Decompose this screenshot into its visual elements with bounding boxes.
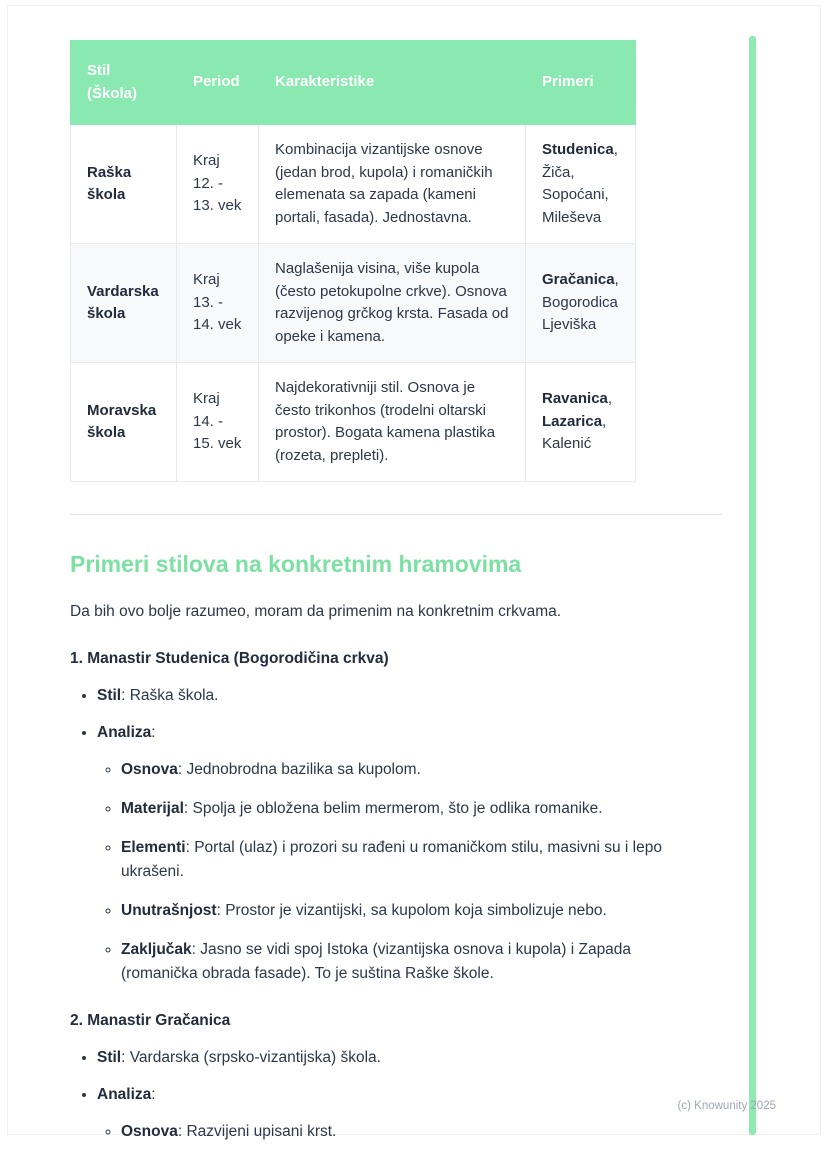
cell-stil: Vardarska škola [71, 244, 177, 363]
example-rest: , Bogorodica Ljeviška [542, 271, 619, 334]
item-label: Analiza [97, 1086, 152, 1104]
analiza-sublist [121, 758, 711, 986]
col-header-primeri: Primeri [526, 41, 636, 125]
item-label: Analiza [97, 724, 152, 742]
section-1-title: 1. Manastir Studenica (Bogorodičina crkva) [70, 650, 389, 668]
section-divider [70, 514, 722, 515]
item-label: Osnova [121, 1123, 178, 1141]
example-name: Studenica [542, 141, 614, 158]
example-separator: , [607, 390, 613, 408]
item-label: Osnova [121, 761, 178, 779]
item-label: Stil [97, 1049, 122, 1067]
cell-karakteristike: Naglašenija visina, više kupola (često petokupolne crkve). Osnova razvijenog grčkog krsta. Fasada od opeke i kamena. [259, 244, 526, 363]
item-text: : Jasno se vidi spoj Istoka (vizantijska osnova i kupola) i Zapada (romanička obrada fasade). To je suština Raške škole. [121, 941, 632, 983]
list-item-analiza [97, 721, 722, 986]
sub-item-osnova [121, 758, 711, 782]
table-header-row [71, 41, 636, 125]
item-label: Materijal [121, 800, 184, 818]
cell-primeri [526, 125, 636, 244]
cell-primeri [526, 363, 636, 482]
item-text: : [151, 724, 156, 742]
section-2-list [97, 1046, 722, 1144]
cell-period: Kraj 13. - 14. vek [177, 244, 259, 363]
col-header-stil: Stil (Škola) [71, 41, 177, 125]
analiza-sublist [121, 1120, 711, 1144]
item-text: : Vardarska (srpsko-vizantijska) škola. [121, 1049, 381, 1067]
cell-karakteristike: Kombinacija vizantijske osnove (jedan brod, kupola) i romaničkih elemenata sa zapada (kameni portali, fasada). Jednostavna. [259, 125, 526, 244]
sub-item-osnova [121, 1120, 711, 1144]
item-text: : Prostor je vizantijski, sa kupolom koja simbolizuje nebo. [216, 902, 607, 920]
table-row-vardarska [71, 244, 636, 363]
sub-item-materijal [121, 797, 711, 821]
example-name: Lazarica [542, 412, 603, 430]
cell-period: Kraj 12. - 13. vek [177, 125, 259, 244]
table-body [71, 125, 636, 482]
page-accent-bar [749, 36, 756, 1135]
list-item-stil [97, 1046, 722, 1070]
example-rest: , Žiča, Sopoćani, Mileševa [542, 141, 618, 226]
section-1-list [97, 684, 722, 986]
item-label: Stil [97, 687, 122, 705]
sub-item-elementi [121, 836, 711, 884]
styles-table [70, 40, 636, 482]
cell-karakteristike: Najdekorativniji stil. Osnova je često trikonhos (trodelni oltarski prostor). Bogata kamena plastika (rozeta, prepleti). [259, 363, 526, 482]
table-row-raska [71, 125, 636, 244]
example-name: Ravanica [542, 390, 608, 408]
item-text: : Razvijeni upisani krst. [177, 1123, 337, 1141]
copyright-note: (c) Knowunity 2025 [677, 1100, 776, 1112]
item-text: : Spolja je obložena belim mermerom, što je odlika romanike. [183, 800, 603, 818]
col-header-karakteristike: Karakteristike [259, 41, 526, 125]
intro-paragraph: Da bih ovo bolje razumeo, moram da primenim na konkretnim crkvama. [70, 603, 562, 620]
col-header-period: Period [177, 41, 259, 125]
item-text: : [151, 1086, 156, 1104]
sub-item-unutrasnjost [121, 899, 711, 923]
example-name: Gračanica [542, 271, 615, 289]
item-text: : Portal (ulaz) i prozori su rađeni u romaničkom stilu, masivni su i lepo ukrašeni. [121, 839, 662, 881]
example-rest: , Kalenić [542, 412, 607, 453]
item-label: Unutrašnjost [121, 902, 217, 920]
item-text: : Jednobrodna bazilika sa kupolom. [177, 761, 421, 779]
item-label: Elementi [121, 839, 186, 857]
item-label: Zaključak [121, 941, 192, 959]
list-item-analiza [97, 1083, 722, 1144]
cell-period: Kraj 14. - 15. vek [177, 363, 259, 482]
cell-stil: Raška škola [71, 125, 177, 244]
list-item-stil [97, 684, 722, 708]
table-row-moravska [71, 363, 636, 482]
sub-item-zakljucak [121, 938, 711, 986]
section-2-title: 2. Manastir Gračanica [70, 1012, 231, 1030]
cell-primeri [526, 244, 636, 363]
cell-stil: Moravska škola [71, 363, 177, 482]
table-header [71, 41, 636, 125]
item-text: : Raška škola. [121, 687, 219, 705]
page-section-heading: Primeri stilova na konkretnim hramovima [70, 551, 522, 577]
